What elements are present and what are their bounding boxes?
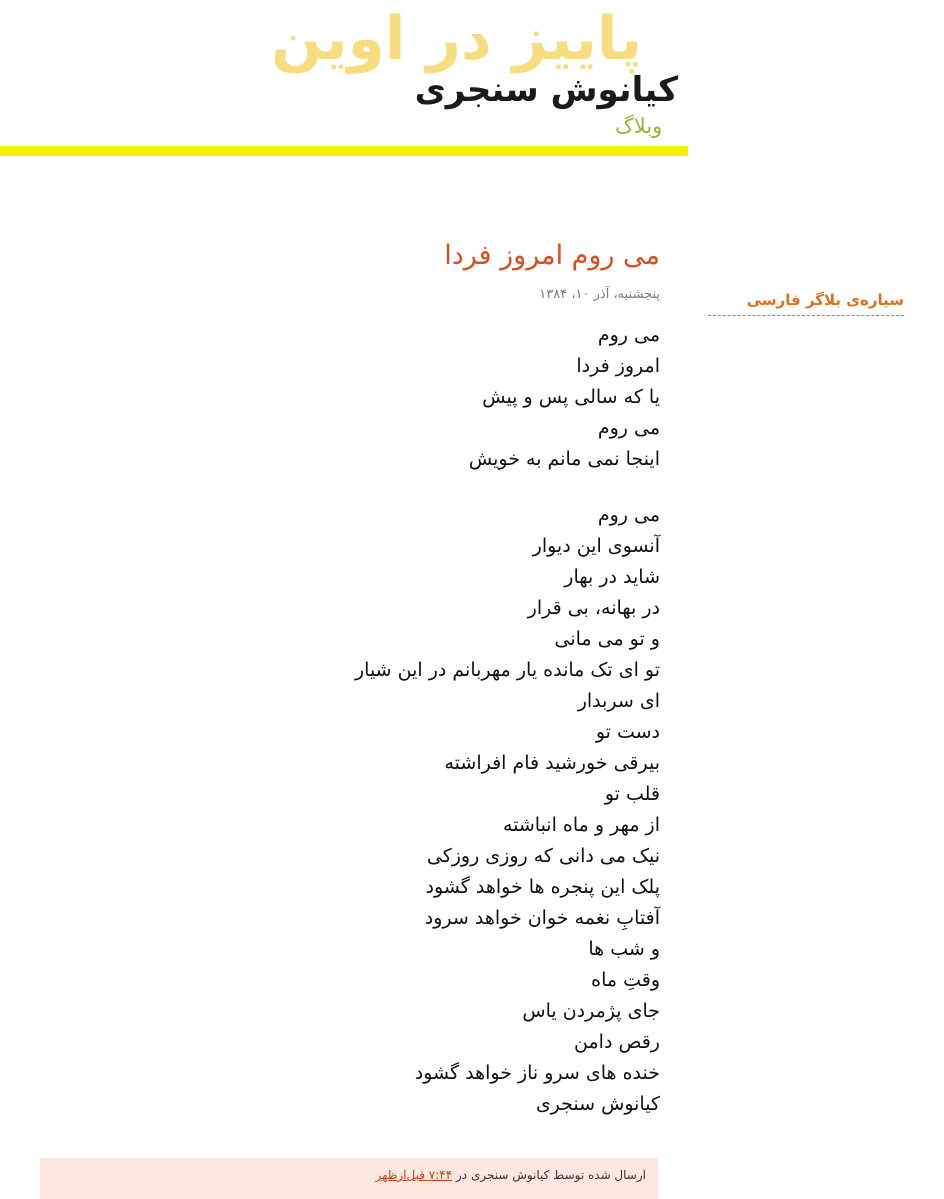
- banner-title: پاییز در اوین: [271, 4, 642, 74]
- post-footer: [40, 1158, 658, 1199]
- poem-line: یا که سالی پس و پیش: [482, 385, 660, 408]
- poem-line: از مهر و ماه انباشته: [502, 813, 660, 836]
- poem-stanza-1: [40, 320, 660, 475]
- sidebar: [708, 290, 904, 316]
- poem-line: جای پژمردن یاس: [522, 999, 660, 1022]
- poem-line: رقص دامن: [574, 1030, 660, 1053]
- poem-line: می روم: [597, 323, 660, 346]
- poem-stanza-2: [40, 500, 660, 1120]
- poem-line: آفتابِ نغمه خوان خواهد سرود: [424, 906, 660, 929]
- post-footer-author-text: ارسال شده توسط کیانوش سنجری در: [455, 1168, 646, 1182]
- post-date: پنجشنبه، آذر ۱۰، ۱۳۸۴: [539, 287, 660, 303]
- poem-line: می روم: [597, 416, 660, 439]
- blog-post: [40, 238, 660, 1120]
- post-body: [40, 320, 660, 1120]
- poem-line: می روم: [597, 503, 660, 526]
- poem-line: وقتِ ماه: [591, 968, 660, 991]
- poem-line: در بهانه، بی قرار: [527, 596, 660, 619]
- poem-line: اینجا نمی مانم به خویش: [468, 447, 660, 470]
- banner-weblog-label: وبلاگ: [615, 114, 663, 138]
- poem-line: ای سربدار: [577, 689, 660, 712]
- poem-line: قلب تو: [604, 782, 660, 805]
- poem-line: امروز فردا: [576, 354, 660, 377]
- banner-author-name: کیانوش سنجری: [414, 70, 678, 110]
- stanza-gap: [40, 475, 660, 500]
- post-title: می روم امروز فردا: [444, 240, 660, 271]
- poem-line: و شب ها: [588, 937, 660, 960]
- post-permalink-time[interactable]: ۷:۴۴ قبل‌ازظهر: [375, 1168, 453, 1182]
- poem-line: کیانوش سنجری: [535, 1092, 660, 1115]
- sidebar-heading-persian-blogger-planet[interactable]: سیاره‌ی بلاگر فارسی: [708, 290, 904, 316]
- blog-header-banner[interactable]: [0, 0, 688, 158]
- poem-line: پلک این پنجره ها خواهد گشود: [425, 875, 660, 898]
- poem-line: نیک می دانی که روزی روزکی: [426, 844, 660, 867]
- poem-line: آنسوی این دیوار: [532, 534, 660, 557]
- poem-line: دست تو: [595, 720, 660, 743]
- poem-line: و تو می مانی: [554, 627, 660, 650]
- poem-line: شاید در بهار: [564, 565, 660, 588]
- poem-line: تو ای تک مانده یار مهربانم در این شیار: [354, 658, 660, 681]
- poem-line: خنده های سرو ناز خواهد گشود: [414, 1061, 660, 1084]
- poem-line: بیرقی خورشید فام افراشته: [444, 751, 660, 774]
- banner-yellow-stripe: [0, 146, 688, 156]
